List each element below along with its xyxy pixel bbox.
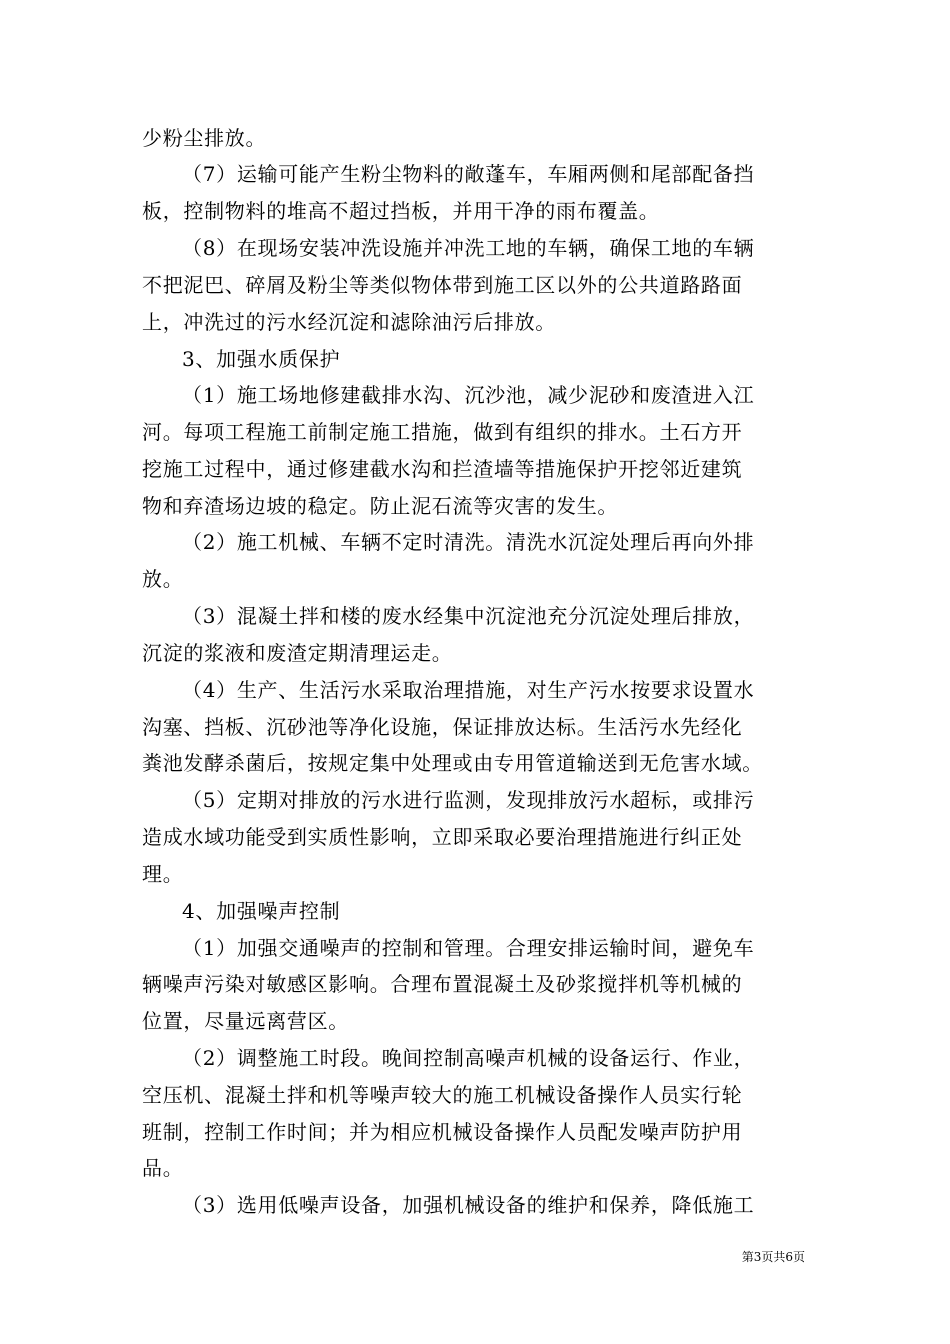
text-line: 粪池发酵杀菌后，按规定集中处理或由专用管道输送到无危害水域。: [142, 751, 763, 775]
text-line: 位置，尽量远离营区。: [142, 1009, 349, 1033]
text-line: 挖施工过程中，通过修建截水沟和拦渣墙等措施保护开挖邻近建筑: [142, 457, 743, 481]
text-line: （3）混凝土拌和楼的废水经集中沉淀池充分沉淀处理后排放，: [182, 604, 755, 628]
text-line: （1）加强交通噪声的控制和管理。合理安排运输时间，避免车: [182, 936, 755, 960]
text-line: （2）施工机械、车辆不定时清洗。清洗水沉淀处理后再向外排: [182, 530, 755, 554]
text-line: （5）定期对排放的污水进行监测，发现排放污水超标，或排污: [182, 788, 755, 812]
text-line: 品。: [142, 1156, 184, 1180]
text-line: （1）施工场地修建截排水沟、沉沙池，减少泥砂和废渣进入江: [182, 383, 755, 407]
text-line: 沟塞、挡板、沉砂池等净化设施，保证排放达标。生活污水先经化: [142, 715, 743, 739]
text-line: 上，冲洗过的污水经沉淀和滤除油污后排放。: [142, 310, 556, 334]
text-line: 辆噪声污染对敏感区影响。合理布置混凝土及砂浆搅拌机等机械的: [142, 972, 743, 996]
text-line: 物和弃渣场边坡的稳定。防止泥石流等灾害的发生。: [142, 494, 619, 518]
text-line: 少粉尘排放。: [142, 126, 267, 150]
text-line: 不把泥巴、碎屑及粉尘等类似物体带到施工区以外的公共道路路面: [142, 273, 743, 297]
text-line: 班制，控制工作时间；并为相应机械设备操作人员配发噪声防护用: [142, 1120, 743, 1144]
text-line: 放。: [142, 567, 184, 591]
text-line: 理。: [142, 862, 184, 886]
text-line: （4）生产、生活污水采取治理措施，对生产污水按要求设置水: [182, 678, 755, 702]
text-line: 沉淀的浆液和废渣定期清理运走。: [142, 641, 453, 665]
section-heading: 4、加强噪声控制: [182, 899, 341, 923]
text-line: （7）运输可能产生粉尘物料的敞蓬车，车厢两侧和尾部配备挡: [182, 162, 755, 186]
text-line: 板，控制物料的堆高不超过挡板，并用干净的雨布覆盖。: [142, 199, 660, 223]
text-line: （3）选用低噪声设备，加强机械设备的维护和保养，降低施工: [182, 1193, 755, 1217]
page-number-footer: 第3页共6页: [741, 1250, 805, 1264]
text-line: 空压机、混凝土拌和机等噪声较大的施工机械设备操作人员实行轮: [142, 1083, 743, 1107]
text-line: 造成水域功能受到实质性影响，立即采取必要治理措施进行纠正处: [142, 825, 743, 849]
section-heading: 3、加强水质保护: [182, 347, 341, 371]
text-line: （8）在现场安装冲洗设施并冲洗工地的车辆，确保工地的车辆: [182, 236, 755, 260]
text-line: （2）调整施工时段。晚间控制高噪声机械的设备运行、作业，: [182, 1046, 755, 1070]
text-line: 河。每项工程施工前制定施工措施，做到有组织的排水。土石方开: [142, 420, 743, 444]
